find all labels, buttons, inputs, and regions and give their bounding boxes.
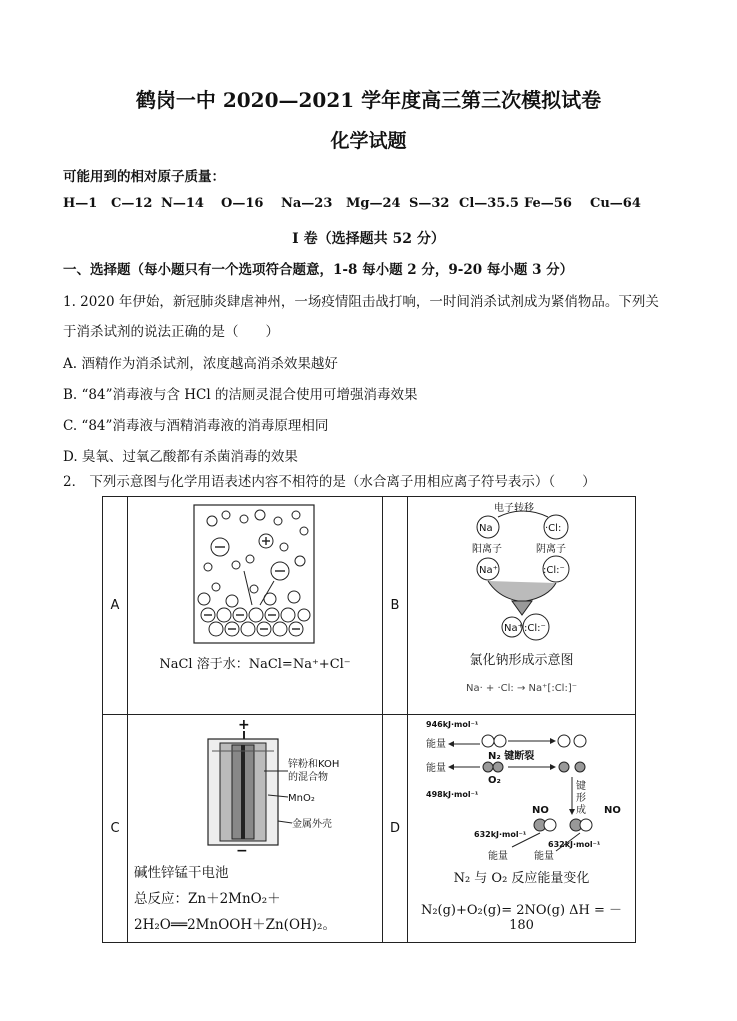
alkaline-battery-diagram (128, 715, 382, 857)
no-label-1: NO (532, 805, 549, 816)
energy-498: 498kJ·mol⁻¹ (426, 790, 479, 799)
no-label-2: NO (604, 805, 621, 816)
cell-c-caption1: 碱性锌锰干电池 (134, 865, 229, 881)
atomic-mass: Cl—35.5 (459, 196, 519, 211)
cell-b-equation: Na· + ·Cl: → Na⁺[:Cl:]⁻ (465, 683, 578, 694)
cell-b (408, 497, 636, 715)
n2-break-label: N₂ 键断裂 (488, 751, 535, 762)
bond-forming-1: 键 (576, 781, 586, 792)
exam-title: 鹤岗一中 2020—2021 学年度高三第三次模拟试卷 (135, 88, 602, 112)
q1-stem-line2: 于消杀试剂的说法正确的是（ ） (63, 324, 279, 340)
part-heading: I 卷（选择题共 52 分） (292, 231, 445, 247)
cell-a (128, 497, 383, 715)
atomic-mass: Cu—64 (590, 196, 641, 211)
cl-atom: ·Cl: (545, 523, 562, 534)
electron-transfer-label: 电子转移 (494, 503, 534, 514)
product-na-ion: Na⁺ (504, 623, 523, 634)
q2-diagram-table (102, 496, 636, 943)
cell-label-d: D (383, 715, 408, 943)
cell-d-caption1: N₂ 与 O₂ 反应能量变化 (453, 871, 590, 886)
energy-label-2: 能量 (426, 763, 446, 774)
atomic-mass: Na—23 (281, 196, 333, 211)
cell-c-caption3: 2H₂O══2MnOOH＋Zn(OH)₂。 (134, 917, 336, 933)
o2-label: O₂ (488, 775, 501, 786)
atomic-mass: Fe—56 (524, 196, 572, 211)
bond-forming-2: 形 (576, 793, 586, 804)
cation-label: 阳离子 (472, 544, 502, 555)
section-heading: 一、选择题（每小题只有一个选项符合题意，1-8 每小题 2 分，9-20 每小题 3 分） (63, 262, 574, 278)
mixture-label: 的混合物 (288, 772, 328, 783)
q1-option-d: D. 臭氧、过氧乙酸都有杀菌消毒的效果 (63, 449, 298, 465)
mno2-label: MnO₂ (288, 793, 315, 804)
sodium-chloride-formation-diagram (408, 497, 638, 647)
energy-632-right: 632kJ·mol⁻¹ (548, 840, 601, 849)
atomic-mass: Mg—24 (346, 196, 401, 211)
q1-option-a: A. 酒精作为消杀试剂，浓度越高消杀效果越好 (63, 356, 338, 372)
cell-label-b: B (383, 497, 408, 715)
product-cl-ion: :Cl:⁻ (524, 623, 546, 634)
cell-label-a: A (103, 497, 128, 715)
q1-option-c: C. “84”消毒液与酒精消毒液的消毒原理相同 (63, 418, 329, 434)
cell-d-caption2: N₂(g)+O₂(g)= 2NO(g) ΔH = － 180 (420, 903, 623, 933)
atomic-mass: O—16 (221, 196, 264, 211)
atomic-mass: H—1 (63, 196, 98, 211)
cl-ion: :Cl:⁻ (543, 565, 565, 576)
q2-stem: 2． 下列示意图与化学用语表述内容不相符的是（水合离子用相应离子符号表示）（ ） (63, 474, 596, 490)
atomic-mass: N—14 (161, 196, 204, 211)
energy-label-1: 能量 (426, 739, 446, 750)
zinc-koh-label: 锌粉和KOH (288, 759, 340, 770)
atomic-mass-label: 可能用到的相对原子质量： (63, 169, 225, 185)
anion-label: 阴离子 (536, 544, 566, 555)
energy-label-3: 能量 (488, 851, 508, 861)
na-atom: Na (479, 523, 493, 534)
cell-b-caption: 氯化钠形成示意图 (469, 653, 574, 668)
cell-label-c: C (103, 715, 128, 943)
battery-minus: − (236, 843, 248, 857)
energy-946: 946kJ·mol⁻¹ (426, 720, 479, 729)
energy-632-left: 632kJ·mol⁻¹ (474, 830, 527, 839)
q1-stem-line1: 1. 2020 年伊始，新冠肺炎肆虐神州，一场疫情阻击战打响，一时间消杀试剂成为紧俏物品。下列关 (63, 294, 659, 310)
exam-subtitle: 化学试题 (330, 130, 407, 152)
cell-c-caption2: 总反应：Zn＋2MnO₂＋ (134, 891, 281, 907)
atomic-mass: C—12 (111, 196, 153, 211)
cell-d (408, 715, 636, 943)
n2-o2-energy-diagram (408, 715, 638, 861)
nacl-dissolution-diagram (128, 501, 382, 651)
metal-shell-label: 金属外壳 (292, 819, 332, 830)
na-ion: Na⁺ (479, 565, 498, 576)
q1-option-b: B. “84”消毒液与含 HCl 的洁厕灵混合使用可增强消毒效果 (63, 387, 418, 403)
bond-forming-3: 成 (576, 805, 586, 816)
cell-a-caption: NaCl 溶于水：NaCl=Na⁺+Cl⁻ (159, 657, 351, 672)
energy-label-4: 能量 (534, 851, 554, 861)
atomic-mass: S—32 (409, 196, 450, 211)
cell-c (128, 715, 383, 943)
battery-plus: + (238, 717, 250, 733)
